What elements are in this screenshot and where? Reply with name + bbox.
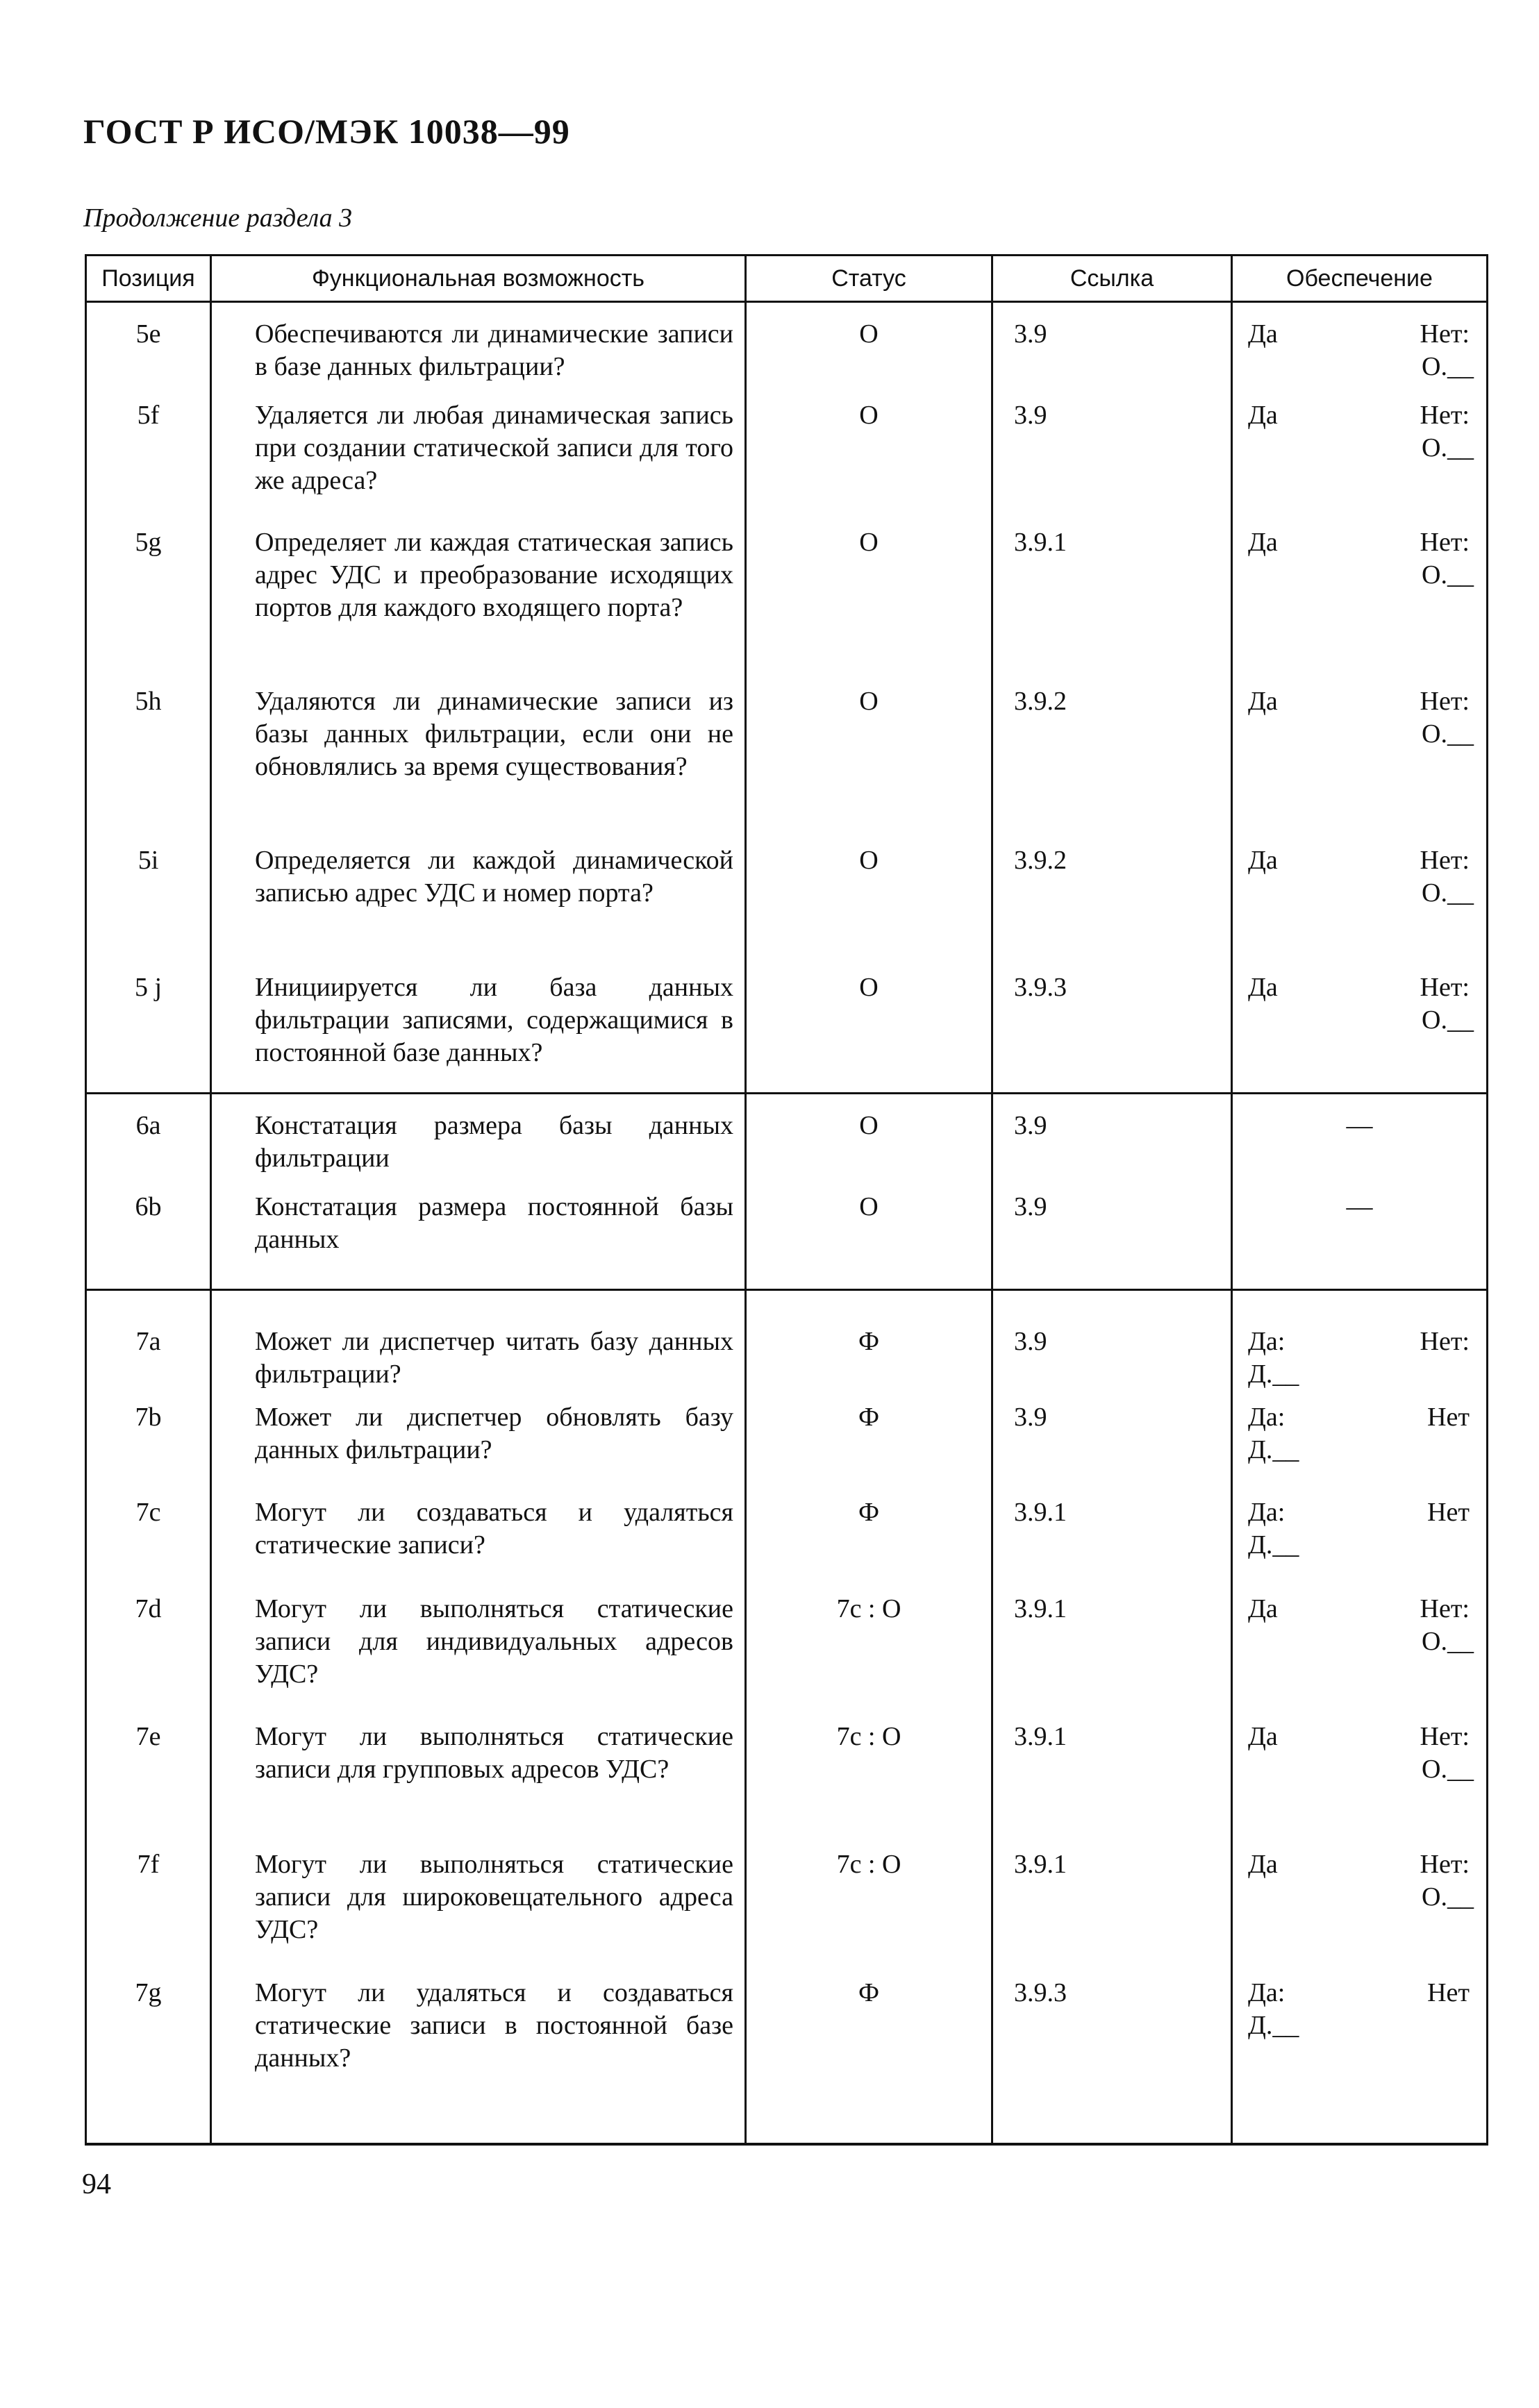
support-note: Д.__ xyxy=(1248,1435,1299,1464)
table-row xyxy=(86,399,1488,526)
support-no: Нет: xyxy=(1420,400,1470,430)
support-no: Нет xyxy=(1427,1497,1470,1527)
support-no: Нет: xyxy=(1420,972,1470,1002)
cell-support xyxy=(1232,1977,1488,2145)
support-note: О.__ xyxy=(1422,560,1474,590)
cell-reference: 3.9 xyxy=(992,399,1232,526)
support-no: Нет: xyxy=(1420,1327,1470,1356)
cell-function: Могут ли выполняться статические записи для широковещательного адреса УДС? xyxy=(211,1848,746,1977)
cell-position: 7c xyxy=(86,1496,211,1593)
cell-status: О xyxy=(746,844,992,971)
cell-function: Могут ли выполняться статические записи для индивидуальных адресов УДС? xyxy=(211,1593,746,1721)
table-row xyxy=(86,1977,1488,2145)
support-yes: Да xyxy=(1248,1594,1278,1623)
cell-reference: 3.9.1 xyxy=(992,1593,1232,1721)
cell-status: Ф xyxy=(746,1496,992,1593)
table-row xyxy=(86,1401,1488,1496)
support-note: Д.__ xyxy=(1248,1360,1299,1389)
cell-reference: 3.9 xyxy=(992,302,1232,399)
cell-support xyxy=(1232,302,1488,399)
table-row xyxy=(86,1290,1488,1401)
table-row xyxy=(86,302,1488,399)
cell-function: Инициируется ли база данных фильтрации записями, содержащимися в постоянной базе данных? xyxy=(211,971,746,1094)
cell-support xyxy=(1232,1496,1488,1593)
cell-function: Может ли диспетчер обновлять базу данных фильтрации? xyxy=(211,1401,746,1496)
cell-function: Обеспечиваются ли динамические записи в базе данных фильтрации? xyxy=(211,302,746,399)
page-number: 94 xyxy=(82,2168,111,2200)
header-function: Функциональная возможность xyxy=(211,256,746,302)
cell-position: 6a xyxy=(86,1094,211,1191)
table-row xyxy=(86,1721,1488,1848)
cell-support xyxy=(1232,1290,1488,1401)
cell-position: 5e xyxy=(86,302,211,399)
support-note: О.__ xyxy=(1422,352,1474,381)
support-yes: Да: xyxy=(1248,1327,1286,1356)
header-support: Обеспечение xyxy=(1232,256,1488,302)
support-note: О.__ xyxy=(1422,1882,1474,1912)
cell-reference: 3.9.1 xyxy=(992,526,1232,685)
cell-status: О xyxy=(746,971,992,1094)
cell-position: 7f xyxy=(86,1848,211,1977)
support-no: Нет: xyxy=(1420,845,1470,875)
cell-support xyxy=(1232,1401,1488,1496)
table-row xyxy=(86,1496,1488,1593)
support-no: Нет: xyxy=(1420,1849,1470,1879)
cell-position: 5g xyxy=(86,526,211,685)
cell-support xyxy=(1232,685,1488,844)
cell-reference: 3.9.3 xyxy=(992,971,1232,1094)
cell-function: Могут ли выполняться статические записи для групповых адресов УДС? xyxy=(211,1721,746,1848)
support-yes: Да xyxy=(1248,845,1278,875)
cell-support xyxy=(1232,526,1488,685)
cell-reference: 3.9.3 xyxy=(992,1977,1232,2145)
cell-position: 5f xyxy=(86,399,211,526)
cell-support xyxy=(1232,971,1488,1094)
support-yes: Да xyxy=(1248,1849,1278,1879)
cell-position: 7e xyxy=(86,1721,211,1848)
table-row xyxy=(86,685,1488,844)
cell-reference: 3.9.1 xyxy=(992,1721,1232,1848)
support-yes: Да: xyxy=(1248,1402,1286,1432)
cell-reference: 3.9 xyxy=(992,1290,1232,1401)
cell-status: Ф xyxy=(746,1401,992,1496)
support-note: О.__ xyxy=(1422,1005,1474,1035)
cell-position: 6b xyxy=(86,1191,211,1290)
table-row xyxy=(86,526,1488,685)
cell-status: О xyxy=(746,685,992,844)
support-dash: — xyxy=(1346,1192,1373,1221)
cell-function: Удаляются ли динамические записи из базы данных фильтрации, если они не обновлялись за время существования? xyxy=(211,685,746,844)
cell-reference: 3.9 xyxy=(992,1401,1232,1496)
support-yes: Да xyxy=(1248,400,1278,430)
support-yes: Да: xyxy=(1248,1978,1286,2007)
support-yes: Да xyxy=(1248,1721,1278,1751)
cell-support xyxy=(1232,844,1488,971)
support-note: О.__ xyxy=(1422,433,1474,462)
cell-position: 7b xyxy=(86,1401,211,1496)
cell-reference: 3.9 xyxy=(992,1191,1232,1290)
cell-position: 5h xyxy=(86,685,211,844)
cell-support xyxy=(1232,1191,1488,1290)
cell-position: 7d xyxy=(86,1593,211,1721)
support-yes: Да xyxy=(1248,527,1278,557)
support-note: О.__ xyxy=(1422,1754,1474,1784)
support-note: О.__ xyxy=(1422,1626,1474,1656)
cell-status: Ф xyxy=(746,1977,992,2145)
table-row xyxy=(86,1191,1488,1290)
cell-reference: 3.9.1 xyxy=(992,1848,1232,1977)
continuation-note: Продолжение раздела 3 xyxy=(83,203,353,233)
header-position: Позиция xyxy=(86,256,211,302)
table-row xyxy=(86,1848,1488,1977)
support-no: Нет: xyxy=(1420,1721,1470,1751)
table-row xyxy=(86,1094,1488,1191)
cell-function: Удаляется ли любая динамическая запись при создании статической записи для того же адреса? xyxy=(211,399,746,526)
cell-status: О xyxy=(746,526,992,685)
document-title: ГОСТ Р ИСО/МЭК 10038—99 xyxy=(83,112,570,151)
cell-status: О xyxy=(746,1094,992,1191)
support-note: О.__ xyxy=(1422,878,1474,908)
cell-status: О xyxy=(746,1191,992,1290)
cell-status: 7с : О xyxy=(746,1721,992,1848)
cell-reference: 3.9.2 xyxy=(992,685,1232,844)
support-no: Нет xyxy=(1427,1402,1470,1432)
cell-support xyxy=(1232,1593,1488,1721)
cell-support xyxy=(1232,399,1488,526)
cell-function: Может ли диспетчер читать базу данных фильтрации? xyxy=(211,1290,746,1401)
header-status: Статус xyxy=(746,256,992,302)
support-note: О.__ xyxy=(1422,719,1474,749)
support-yes: Да xyxy=(1248,972,1278,1002)
cell-reference: 3.9 xyxy=(992,1094,1232,1191)
cell-position: 5 j xyxy=(86,971,211,1094)
cell-position: 5i xyxy=(86,844,211,971)
cell-status: Ф xyxy=(746,1290,992,1401)
header-reference: Ссылка xyxy=(992,256,1232,302)
cell-status: 7с : О xyxy=(746,1593,992,1721)
cell-position: 7g xyxy=(86,1977,211,2145)
support-yes: Да xyxy=(1248,319,1278,349)
support-yes: Да: xyxy=(1248,1497,1286,1527)
table-row xyxy=(86,1593,1488,1721)
support-note: Д.__ xyxy=(1248,2010,1299,2040)
table-row xyxy=(86,844,1488,971)
cell-function: Могут ли создаваться и удаляться статические записи? xyxy=(211,1496,746,1593)
cell-support xyxy=(1232,1094,1488,1191)
table-header-row xyxy=(86,256,1488,302)
cell-reference: 3.9.2 xyxy=(992,844,1232,971)
cell-function: Определяет ли каждая статическая запись адрес УДС и преобразование исходящих портов для каждого входящего порта? xyxy=(211,526,746,685)
cell-function: Определяется ли каждой динамической записью адрес УДС и номер порта? xyxy=(211,844,746,971)
cell-function: Констатация размера постоянной базы данных xyxy=(211,1191,746,1290)
support-dash: — xyxy=(1346,1111,1373,1140)
cell-support xyxy=(1232,1848,1488,1977)
cell-status: О xyxy=(746,399,992,526)
cell-function: Могут ли удаляться и создаваться статические записи в постоянной базе данных? xyxy=(211,1977,746,2145)
support-no: Нет: xyxy=(1420,319,1470,349)
support-no: Нет: xyxy=(1420,686,1470,716)
conformance-table xyxy=(85,254,1488,2146)
support-no: Нет: xyxy=(1420,1594,1470,1623)
support-no: Нет xyxy=(1427,1978,1470,2007)
support-yes: Да xyxy=(1248,686,1278,716)
cell-reference: 3.9.1 xyxy=(992,1496,1232,1593)
cell-function: Констатация размера базы данных фильтрации xyxy=(211,1094,746,1191)
cell-status: 7с : О xyxy=(746,1848,992,1977)
cell-status: О xyxy=(746,302,992,399)
table-row xyxy=(86,971,1488,1094)
cell-support xyxy=(1232,1721,1488,1848)
cell-position: 7a xyxy=(86,1290,211,1401)
support-no: Нет: xyxy=(1420,527,1470,557)
support-note: Д.__ xyxy=(1248,1530,1299,1560)
